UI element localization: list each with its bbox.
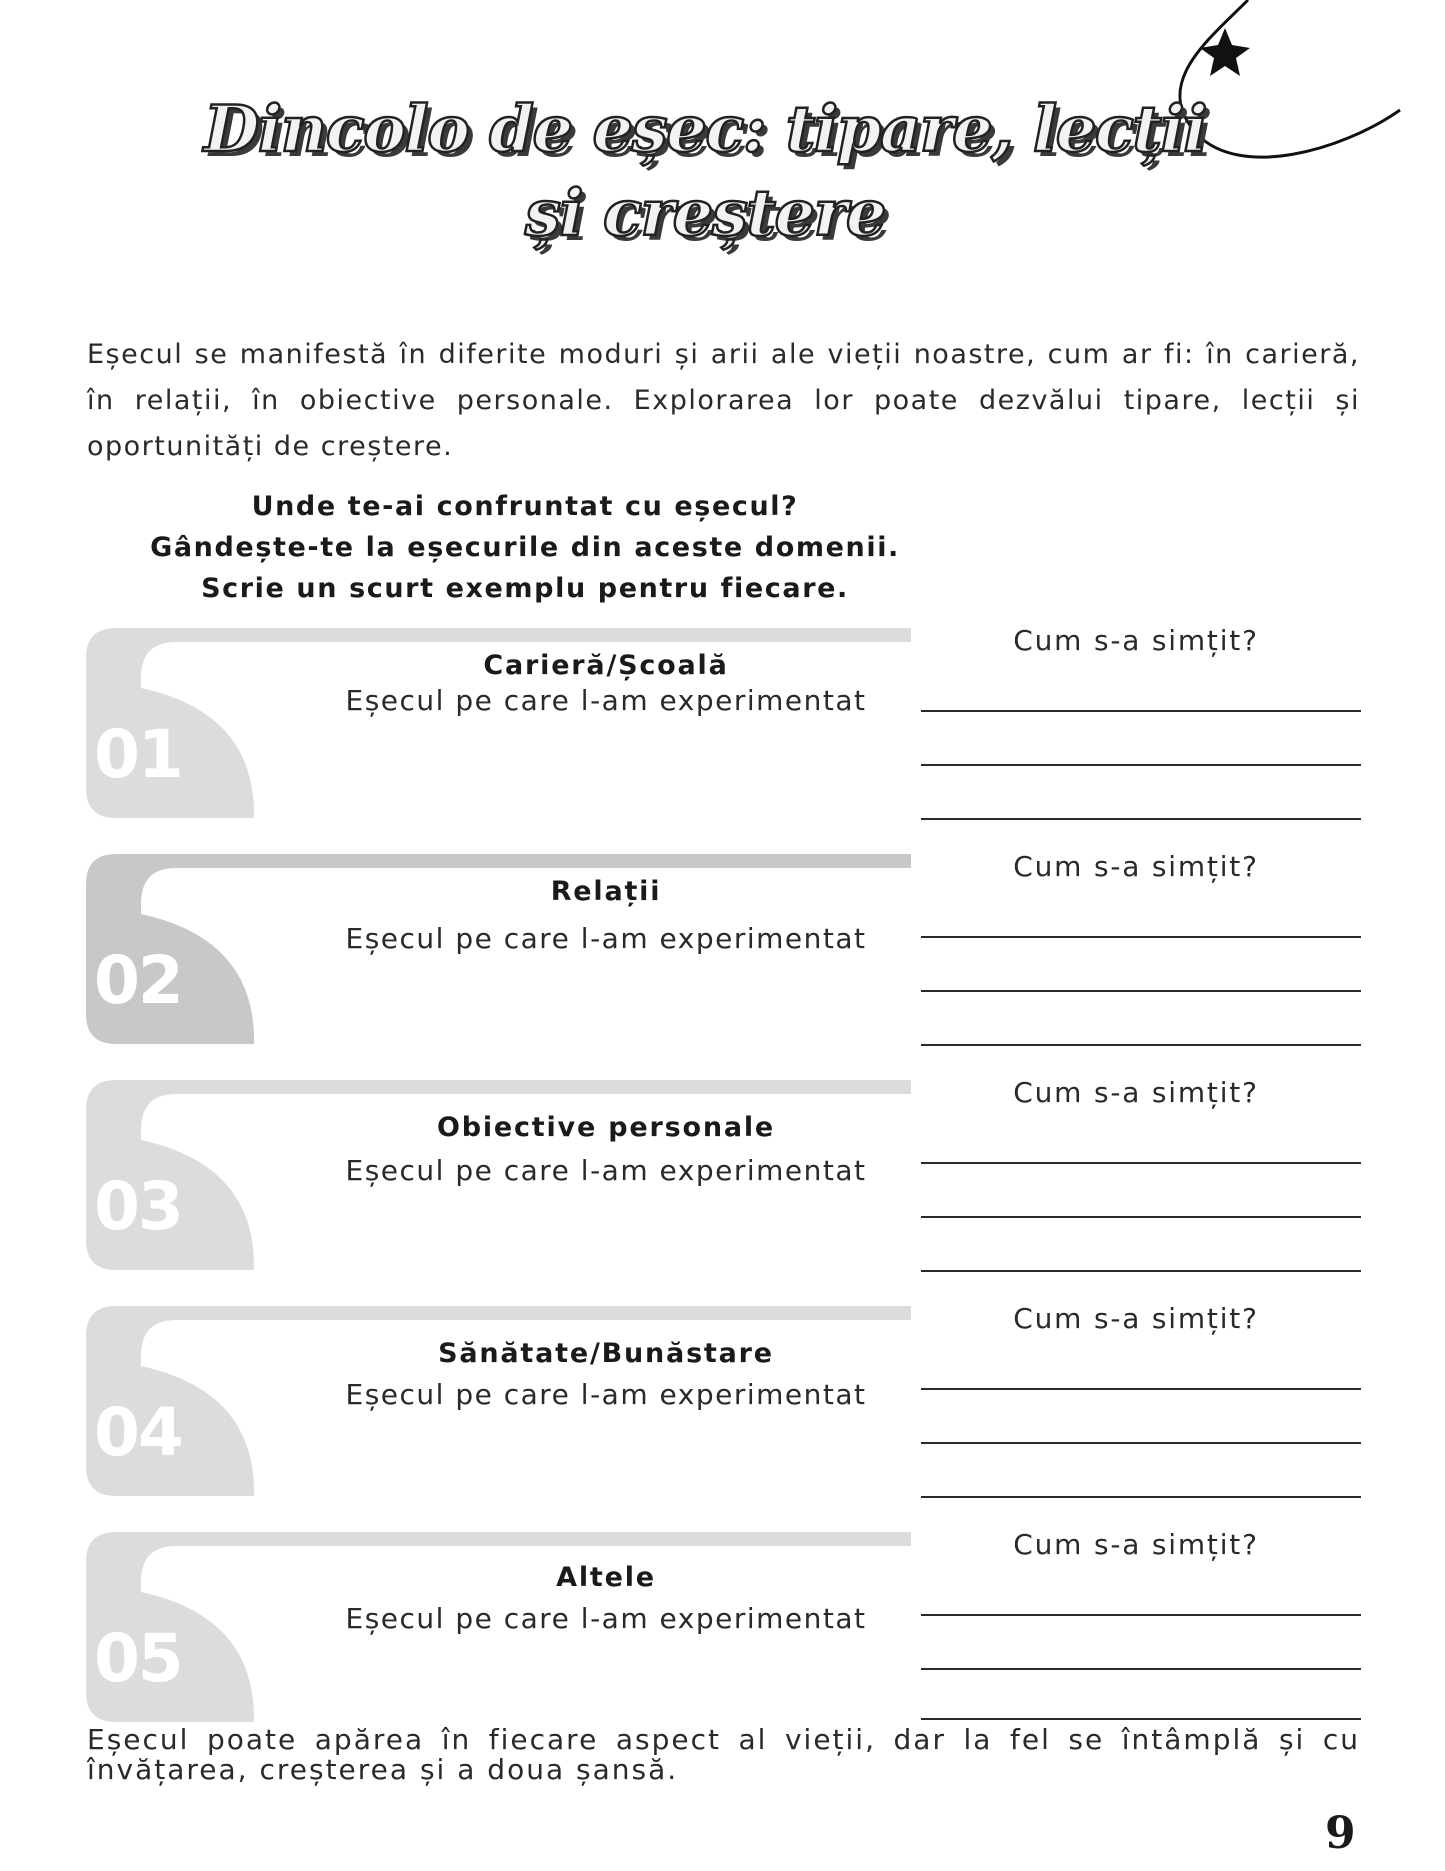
section-number: 01: [94, 716, 182, 793]
feeling-prompt: Cum s-a simțit?: [1013, 1528, 1259, 1561]
section-number: 03: [94, 1168, 182, 1245]
closing-paragraph: Eșecul poate apărea în fiecare aspect al vieții, dar la fel se întâmplă și cu învățarea, creșterea și a doua șansă.: [87, 1723, 1360, 1786]
instruction-line: Unde te-ai confruntat cu eșecul?: [251, 491, 799, 522]
feeling-prompt: Cum s-a simțit?: [1013, 850, 1259, 883]
instruction-line: Gândește-te la eșecurile din aceste domenii.: [150, 532, 900, 563]
feeling-prompt: Cum s-a simțit?: [1013, 624, 1259, 657]
answer-line[interactable]: [921, 1270, 1361, 1272]
answer-line[interactable]: [921, 1044, 1361, 1046]
experience-label: Eșecul pe care l-am experimentat: [345, 922, 867, 955]
answer-line[interactable]: [921, 1216, 1361, 1218]
experience-label: Eșecul pe care l-am experimentat: [345, 1378, 867, 1411]
section-number: 05: [94, 1620, 182, 1697]
experience-label: Eșecul pe care l-am experimentat: [345, 1602, 867, 1635]
section-other: [86, 1528, 1361, 1722]
experience-label: Eșecul pe care l-am experimentat: [345, 1154, 867, 1187]
section-personal-goals: [86, 1076, 1361, 1270]
instructions: [90, 486, 960, 609]
answer-line[interactable]: [921, 1162, 1361, 1164]
answer-line[interactable]: [921, 710, 1361, 712]
experience-label: Eșecul pe care l-am experimentat: [345, 684, 867, 717]
answer-line[interactable]: [921, 818, 1361, 820]
category-title: Sănătate/Bunăstare: [438, 1338, 774, 1369]
answer-line[interactable]: [921, 1668, 1361, 1670]
category-title: Altele: [556, 1562, 656, 1593]
section-health-wellbeing: [86, 1302, 1361, 1496]
feeling-prompt: Cum s-a simțit?: [1013, 1076, 1259, 1109]
answer-line[interactable]: [921, 990, 1361, 992]
page-title: Dincolo de eșec: tipare, lecții și creștere: [203, 92, 1207, 251]
section-number: 02: [94, 942, 182, 1019]
answer-line[interactable]: [921, 1496, 1361, 1498]
answer-line[interactable]: [921, 1442, 1361, 1444]
answer-line[interactable]: [921, 764, 1361, 766]
answer-line[interactable]: [921, 1718, 1361, 1720]
section-number: 04: [94, 1394, 182, 1471]
intro-paragraph: Eșecul se manifestă în diferite moduri și arii ale vieții noastre, cum ar fi: în carieră, în relații, în obiective personale. Explorarea lor poate dezvălui tipare, lecții și oportunități de creștere.: [87, 339, 1360, 462]
answer-line[interactable]: [921, 1388, 1361, 1390]
category-title: Relații: [550, 876, 662, 907]
category-title: Carieră/Școală: [483, 650, 729, 681]
section-relationships: [86, 850, 1361, 1044]
answer-line[interactable]: [921, 1614, 1361, 1616]
feeling-prompt: Cum s-a simțit?: [1013, 1302, 1259, 1335]
answer-line[interactable]: [921, 936, 1361, 938]
instruction-line: Scrie un scurt exemplu pentru fiecare.: [201, 573, 849, 604]
section-career-school: [86, 624, 1361, 818]
star-icon: [1200, 28, 1250, 76]
category-title: Obiective personale: [436, 1112, 776, 1143]
page-number: 9: [1325, 1808, 1356, 1859]
